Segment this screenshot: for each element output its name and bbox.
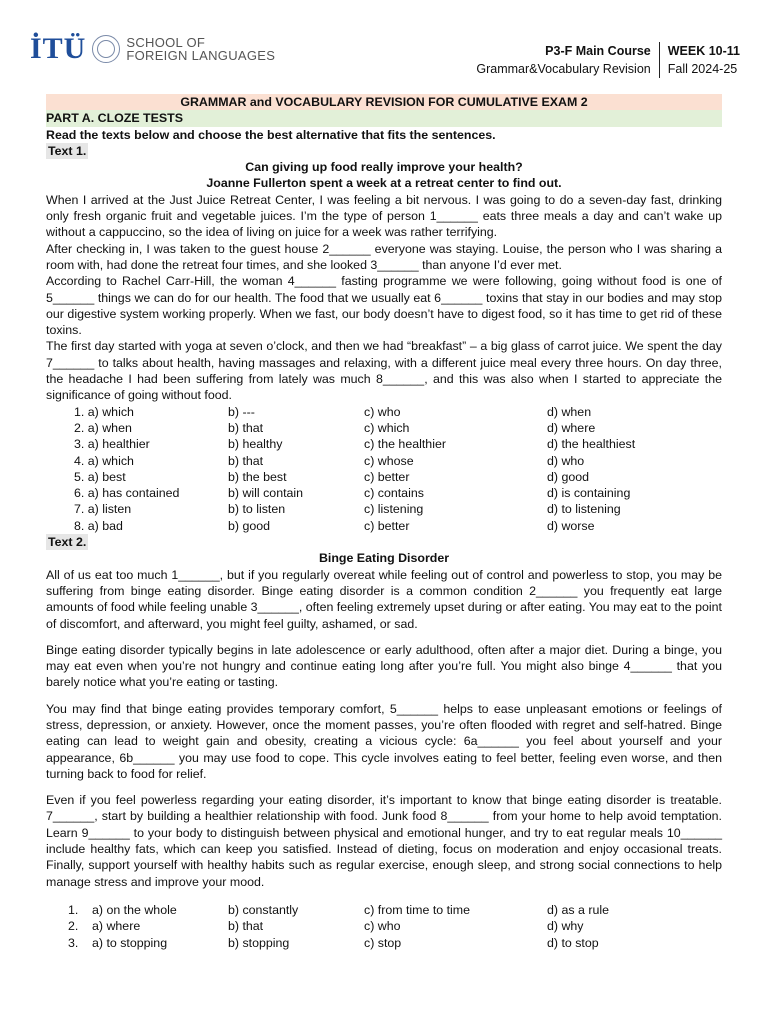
question-options-row: 7. a) listen b) to listen c) listening d) to listening: [74, 502, 621, 517]
course-subtitle: Grammar&Vocabulary Revision: [476, 62, 651, 76]
text-1-paragraph: According to Rachel Carr-Hill, the woman 4______ fasting programme we were following, going without food is one of 5______ things we can do for our health. The food that we usually eat 6______ toxins that stay in our bodies and may stop our digestive system working properly. When we fast, our body doesn’t have to digest food, so it has time to get rid of these toxins.: [46, 274, 722, 338]
text-1-paragraph: When I arrived at the Just Juice Retreat Center, I was feeling a bit nervous. I was going to do a seven-day fast, drinking only fresh organic fruit and vegetable juices. I’m the type of person 1______ eats three meals a day and can’t wake up without a cappuccino, so the idea of living on juice for a week was rather terrifying.: [46, 192, 722, 240]
question-options-row: 4. a) which b) that c) whose d) who: [74, 453, 585, 468]
question-options-row: 6. a) has contained b) will contain c) contains d) is containing: [74, 486, 631, 501]
question-options-row: 8. a) bad b) good c) better d) worse: [74, 518, 595, 533]
text-1-paragraph: After checking in, I was taken to the guest house 2______ everyone was staying. Louise, the person who I was sharing a room with, had done the retreat four times, and she looked 3______ than anyone I’d ever met.: [46, 241, 722, 272]
text-2-paragraph: Even if you feel powerless regarding your eating disorder, it’s important to know that binge eating disorder is treatable. 7______, start by building a healthier relationship with food. Junk food 8______ from your home to help avoid temptation. Learn 9______ to your body to distinguish between physical and emotional hunger, and try to eat regular meals 10______ include healthy fats, which can keep you satisfied. Instead of dieting, focus on moderation and enjoy occasional treats. Finally, support yourself with healthy habits such as regular exercise, enough sleep, and strong social connections to help manage stress and improve your mood.: [46, 793, 722, 889]
text-1-options: [46, 404, 722, 534]
question-options-row: 1. a) which b) --- c) who d) when: [74, 404, 592, 419]
question-options-row: 2. a) where b) that c) who d) why: [68, 919, 584, 934]
text-1-subtitle: Joanne Fullerton spent a week at a retreat center to find out.: [206, 176, 562, 191]
part-a-heading: PART A. CLOZE TESTS: [46, 110, 722, 126]
text-2-paragraph: Binge eating disorder typically begins in late adolescence or early adulthood, often after a major diet. During a binge, you may eat even when you’re not hungry and continue eating long after you’re full. You might also binge 4______ that you barely notice what you’re eating or tasting.: [46, 642, 722, 690]
question-options-row: 1. a) on the whole b) constantly c) from time to time d) as a rule: [68, 902, 609, 917]
week-label: WEEK 10-11: [667, 44, 740, 58]
question-options-row: 5. a) best b) the best c) better d) good: [74, 469, 590, 484]
text-2-paragraph: All of us eat too much 1______, but if you regularly overeat while feeling out of control and powerless to stop, you may be suffering from binge eating disorder. Binge eating disorder is a common condition 2______ you frequently eat large amounts of food while feeling unable 3______, often feeling extremely upset during or after eating. You may eat to the point of discomfort, and afterward, you might feel guilty, ashamed, or sad.: [46, 567, 722, 631]
text-1-title: Can giving up food really improve your health?: [245, 160, 523, 175]
document-body: [46, 94, 722, 951]
question-options-row: 2. a) when b) that c) which d) where: [74, 420, 596, 435]
text-2-label: Text 2.: [48, 535, 87, 550]
question-options-row: 3. a) to stopping b) stopping c) stop d) to stop: [68, 935, 599, 950]
school-name: SCHOOL OF FOREIGN LANGUAGES: [126, 35, 276, 63]
course-name: P3-F Main Course: [545, 44, 651, 58]
page-header: [0, 0, 768, 90]
school-logo: [30, 32, 275, 66]
itu-logo-text: İTÜ: [30, 32, 87, 65]
text-2-options: [46, 902, 722, 951]
course-info: [476, 42, 740, 78]
term-label: Fall 2024-25: [667, 62, 738, 76]
text-1-label: Text 1.: [48, 143, 87, 158]
question-options-row: 3. a) healthier b) healthy c) the healthier d) the healthiest: [74, 437, 636, 452]
instructions: Read the texts below and choose the best alternative that fits the sentences.: [46, 127, 496, 142]
university-seal-icon: [92, 35, 120, 63]
document-title: GRAMMAR and VOCABULARY REVISION FOR CUMULATIVE EXAM 2: [46, 94, 722, 110]
text-2-paragraph: You may find that binge eating provides temporary comfort, 5______ helps to ease unpleasant emotions or feelings of stress, depression, or anxiety. However, once the moment passes, you’re often flooded with regret and self-hatred. Binge eating can lead to weight gain and obesity, creating a vicious cycle: 6a______ you feel about yourself and your appearance, 6b______ you may use food to cope. This cycle involves eating to feel better, feeling even worse, and then turning back to food for relief.: [46, 701, 722, 781]
text-2-title: Binge Eating Disorder: [318, 551, 450, 566]
text-1-paragraph: The first day started with yoga at seven o’clock, and then we had “breakfast” – a big glass of carrot juice. We spent the day 7______ to talks about health, having massages and relaxing, with a different juice meal every three hours. On day three, the headache I had been suffering from lately was much 8______, and this was also when I started to appreciate the significance of going without food.: [46, 339, 722, 403]
